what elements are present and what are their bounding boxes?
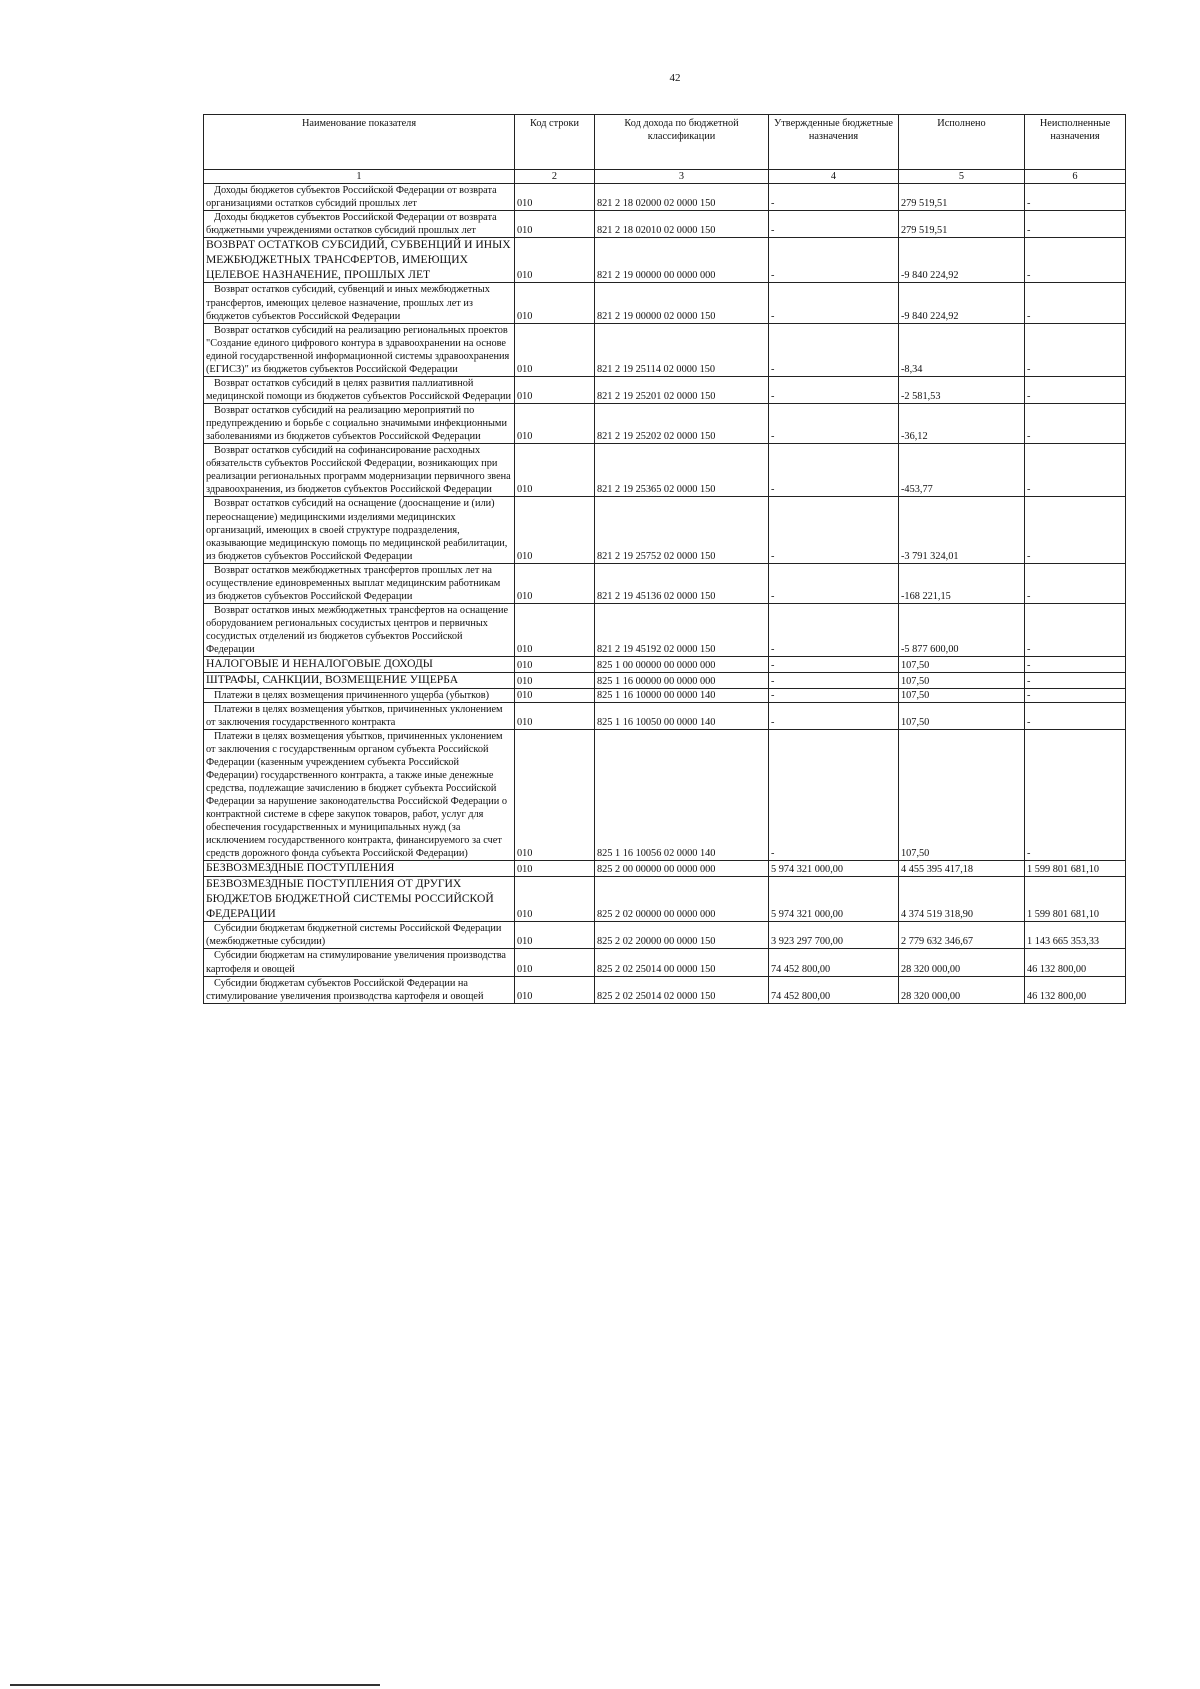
income-code-cell: 825 2 00 00000 00 0000 000 xyxy=(595,861,769,877)
indicator-name-cell: Доходы бюджетов субъектов Российской Федерации от возврата организациями остатков субсидий прошлых лет xyxy=(204,184,515,211)
table-row xyxy=(204,949,1126,976)
line-code-cell: 010 xyxy=(515,702,595,729)
income-code-cell: 825 2 02 20000 00 0000 150 xyxy=(595,922,769,949)
approved-cell: - xyxy=(769,323,899,376)
line-code-cell: 010 xyxy=(515,976,595,1003)
executed-cell: 107,50 xyxy=(899,702,1025,729)
income-code-cell: 821 2 19 00000 02 0000 150 xyxy=(595,283,769,323)
approved-cell: 5 974 321 000,00 xyxy=(769,861,899,877)
unexecuted-cell: - xyxy=(1025,672,1126,688)
table-row xyxy=(204,563,1126,603)
header-row xyxy=(204,115,1126,170)
indicator-name-cell: Платежи в целях возмещения убытков, причиненных уклонением от заключения государственного контракта xyxy=(204,702,515,729)
table-row xyxy=(204,922,1126,949)
column-number-row xyxy=(204,170,1126,184)
income-code-cell: 825 2 02 25014 02 0000 150 xyxy=(595,976,769,1003)
income-code-cell: 821 2 19 45192 02 0000 150 xyxy=(595,603,769,656)
executed-cell: -36,12 xyxy=(899,404,1025,444)
unexecuted-cell: - xyxy=(1025,376,1126,403)
column-number: 3 xyxy=(595,170,769,184)
line-code-cell: 010 xyxy=(515,688,595,702)
indicator-name-cell: ШТРАФЫ, САНКЦИИ, ВОЗМЕЩЕНИЕ УЩЕРБА xyxy=(204,672,515,688)
unexecuted-cell: - xyxy=(1025,238,1126,283)
line-code-cell: 010 xyxy=(515,444,595,497)
executed-cell: 4 455 395 417,18 xyxy=(899,861,1025,877)
income-code-cell: 825 1 16 10056 02 0000 140 xyxy=(595,729,769,861)
indicator-name-cell: ВОЗВРАТ ОСТАТКОВ СУБСИДИЙ, СУБВЕНЦИЙ И ИНЫХ МЕЖБЮДЖЕТНЫХ ТРАНСФЕРТОВ, ИМЕЮЩИХ ЦЕЛЕВОЕ НАЗНАЧЕНИЕ, ПРОШЛЫХ ЛЕТ xyxy=(204,238,515,283)
table-row xyxy=(204,729,1126,861)
income-code-cell: 821 2 19 00000 00 0000 000 xyxy=(595,238,769,283)
approved-cell: - xyxy=(769,729,899,861)
table-row xyxy=(204,672,1126,688)
unexecuted-cell: 1 143 665 353,33 xyxy=(1025,922,1126,949)
approved-cell: - xyxy=(769,702,899,729)
indicator-name-cell: Субсидии бюджетам на стимулирование увеличения производства картофеля и овощей xyxy=(204,949,515,976)
indicator-name-cell: Субсидии бюджетам бюджетной системы Российской Федерации (межбюджетные субсидии) xyxy=(204,922,515,949)
indicator-name-cell: Возврат остатков субсидий, субвенций и иных межбюджетных трансфертов, имеющих целевое назначение, прошлых лет из бюджетов субъектов Российской Федерации xyxy=(204,283,515,323)
table-row xyxy=(204,688,1126,702)
unexecuted-cell: - xyxy=(1025,688,1126,702)
table-row xyxy=(204,497,1126,563)
income-code-cell: 821 2 19 25365 02 0000 150 xyxy=(595,444,769,497)
executed-cell: 107,50 xyxy=(899,688,1025,702)
unexecuted-cell: 46 132 800,00 xyxy=(1025,976,1126,1003)
page-number: 42 xyxy=(669,72,681,84)
indicator-name-cell: Возврат остатков субсидий на оснащение (дооснащение и (или) переоснащение) медицинскими изделиями медицинских организаций, имеющих в своей структуре подразделения, оказывающие медицинскую помощь по медицинской реабилитации, из бюджетов субъектов Российской Федерации xyxy=(204,497,515,563)
table-row xyxy=(204,404,1126,444)
table-row xyxy=(204,702,1126,729)
unexecuted-cell: 46 132 800,00 xyxy=(1025,949,1126,976)
column-number: 2 xyxy=(515,170,595,184)
income-code-cell: 825 1 00 00000 00 0000 000 xyxy=(595,657,769,673)
line-code-cell: 010 xyxy=(515,184,595,211)
income-code-cell: 825 2 02 00000 00 0000 000 xyxy=(595,877,769,922)
approved-cell: - xyxy=(769,444,899,497)
table-row xyxy=(204,211,1126,238)
unexecuted-cell: 1 599 801 681,10 xyxy=(1025,861,1126,877)
unexecuted-cell: - xyxy=(1025,283,1126,323)
income-code-cell: 821 2 19 25201 02 0000 150 xyxy=(595,376,769,403)
executed-cell: 4 374 519 318,90 xyxy=(899,877,1025,922)
line-code-cell: 010 xyxy=(515,497,595,563)
executed-cell: -2 581,53 xyxy=(899,376,1025,403)
approved-cell: - xyxy=(769,184,899,211)
table-row xyxy=(204,861,1126,877)
line-code-cell: 010 xyxy=(515,563,595,603)
header-indicator-name: Наименование показателя xyxy=(204,115,515,170)
income-code-cell: 821 2 19 25752 02 0000 150 xyxy=(595,497,769,563)
approved-cell: - xyxy=(769,238,899,283)
executed-cell: 107,50 xyxy=(899,657,1025,673)
unexecuted-cell: - xyxy=(1025,404,1126,444)
executed-cell: 28 320 000,00 xyxy=(899,976,1025,1003)
unexecuted-cell: 1 599 801 681,10 xyxy=(1025,877,1126,922)
header-executed: Исполнено xyxy=(899,115,1025,170)
indicator-name-cell: Возврат остатков субсидий на реализацию мероприятий по предупреждению и борьбе с социально значимыми инфекционными заболеваниями из бюджетов субъектов Российской Федерации xyxy=(204,404,515,444)
table-row xyxy=(204,323,1126,376)
income-code-cell: 821 2 19 45136 02 0000 150 xyxy=(595,563,769,603)
table-row xyxy=(204,184,1126,211)
indicator-name-cell: Возврат остатков субсидий на реализацию региональных проектов "Создание единого цифрового контура в здравоохранении на основе единой государственной информационной системы здравоохранения (ЕГИСЗ)" из бюджетов субъектов Российской Федерации xyxy=(204,323,515,376)
table-row xyxy=(204,238,1126,283)
indicator-name-cell: Возврат остатков межбюджетных трансфертов прошлых лет на осуществление единовременных выплат медицинским работникам из бюджетов субъектов Российской Федерации xyxy=(204,563,515,603)
approved-cell: - xyxy=(769,404,899,444)
executed-cell: -3 791 324,01 xyxy=(899,497,1025,563)
approved-cell: - xyxy=(769,283,899,323)
indicator-name-cell: Доходы бюджетов субъектов Российской Федерации от возврата бюджетными учреждениями остатков субсидий прошлых лет xyxy=(204,211,515,238)
line-code-cell: 010 xyxy=(515,729,595,861)
income-code-cell: 825 1 16 10050 00 0000 140 xyxy=(595,702,769,729)
indicator-name-cell: Платежи в целях возмещения убытков, причиненных уклонением от заключения с государственным органом субъекта Российской Федерации (казенным учреждением субъекта Российской Федерации) государственного контракта, а также иные денежные средства, подлежащие зачислению в бюджет субъекта Российской Федерации за нарушение законодательства Российской Федерации о контрактной системе в сфере закупок товаров, работ, услуг для обеспечения государственных и муниципальных нужд (за исключением государственного контракта, финансируемого за счет средств дорожного фонда субъекта Российской Федерации) xyxy=(204,729,515,861)
executed-cell: 279 519,51 xyxy=(899,184,1025,211)
line-code-cell: 010 xyxy=(515,376,595,403)
unexecuted-cell: - xyxy=(1025,729,1126,861)
indicator-name-cell: Возврат остатков иных межбюджетных трансфертов на оснащение оборудованием региональных сосудистых центров и первичных сосудистых отделений из бюджетов субъектов Российской Федерации xyxy=(204,603,515,656)
approved-cell: 74 452 800,00 xyxy=(769,976,899,1003)
approved-cell: - xyxy=(769,657,899,673)
executed-cell: -9 840 224,92 xyxy=(899,283,1025,323)
table-row xyxy=(204,444,1126,497)
table-row xyxy=(204,877,1126,922)
header-income-code: Код дохода по бюджетной классификации xyxy=(595,115,769,170)
unexecuted-cell: - xyxy=(1025,323,1126,376)
income-code-cell: 821 2 19 25202 02 0000 150 xyxy=(595,404,769,444)
line-code-cell: 010 xyxy=(515,323,595,376)
line-code-cell: 010 xyxy=(515,404,595,444)
table-row xyxy=(204,376,1126,403)
table-body xyxy=(204,184,1126,1004)
executed-cell: 28 320 000,00 xyxy=(899,949,1025,976)
income-code-cell: 825 1 16 00000 00 0000 000 xyxy=(595,672,769,688)
line-code-cell: 010 xyxy=(515,672,595,688)
approved-cell: - xyxy=(769,563,899,603)
approved-cell: - xyxy=(769,497,899,563)
line-code-cell: 010 xyxy=(515,877,595,922)
executed-cell: -453,77 xyxy=(899,444,1025,497)
unexecuted-cell: - xyxy=(1025,211,1126,238)
budget-report-table xyxy=(203,114,1126,1004)
approved-cell: 5 974 321 000,00 xyxy=(769,877,899,922)
indicator-name-cell: Субсидии бюджетам субъектов Российской Федерации на стимулирование увеличения производства картофеля и овощей xyxy=(204,976,515,1003)
approved-cell: - xyxy=(769,688,899,702)
scan-edge-line xyxy=(10,1684,380,1686)
line-code-cell: 010 xyxy=(515,861,595,877)
indicator-name-cell: Возврат остатков субсидий в целях развития паллиативной медицинской помощи из бюджетов субъектов Российской Федерации xyxy=(204,376,515,403)
income-code-cell: 825 1 16 10000 00 0000 140 xyxy=(595,688,769,702)
column-number: 5 xyxy=(899,170,1025,184)
income-code-cell: 821 2 18 02000 02 0000 150 xyxy=(595,184,769,211)
executed-cell: -168 221,15 xyxy=(899,563,1025,603)
approved-cell: - xyxy=(769,672,899,688)
approved-cell: - xyxy=(769,603,899,656)
approved-cell: - xyxy=(769,211,899,238)
income-code-cell: 825 2 02 25014 00 0000 150 xyxy=(595,949,769,976)
line-code-cell: 010 xyxy=(515,211,595,238)
column-number: 6 xyxy=(1025,170,1126,184)
unexecuted-cell: - xyxy=(1025,497,1126,563)
line-code-cell: 010 xyxy=(515,283,595,323)
table-row xyxy=(204,976,1126,1003)
indicator-name-cell: БЕЗВОЗМЕЗДНЫЕ ПОСТУПЛЕНИЯ xyxy=(204,861,515,877)
unexecuted-cell: - xyxy=(1025,184,1126,211)
header-approved: Утвержденные бюджетные назначения xyxy=(769,115,899,170)
unexecuted-cell: - xyxy=(1025,444,1126,497)
line-code-cell: 010 xyxy=(515,657,595,673)
indicator-name-cell: БЕЗВОЗМЕЗДНЫЕ ПОСТУПЛЕНИЯ ОТ ДРУГИХ БЮДЖЕТОВ БЮДЖЕТНОЙ СИСТЕМЫ РОССИЙСКОЙ ФЕДЕРАЦИИ xyxy=(204,877,515,922)
table-row xyxy=(204,283,1126,323)
column-number: 4 xyxy=(769,170,899,184)
indicator-name-cell: Платежи в целях возмещения причиненного ущерба (убытков) xyxy=(204,688,515,702)
unexecuted-cell: - xyxy=(1025,702,1126,729)
executed-cell: 2 779 632 346,67 xyxy=(899,922,1025,949)
indicator-name-cell: Возврат остатков субсидий на софинансирование расходных обязательств субъектов Российской Федерации, возникающих при реализации региональных программ модернизации первичного звена здравоохранения, из бюджетов субъектов Российской Федерации xyxy=(204,444,515,497)
line-code-cell: 010 xyxy=(515,922,595,949)
income-code-cell: 821 2 18 02010 02 0000 150 xyxy=(595,211,769,238)
approved-cell: 3 923 297 700,00 xyxy=(769,922,899,949)
executed-cell: -5 877 600,00 xyxy=(899,603,1025,656)
line-code-cell: 010 xyxy=(515,603,595,656)
column-number: 1 xyxy=(204,170,515,184)
table-row xyxy=(204,603,1126,656)
approved-cell: - xyxy=(769,376,899,403)
unexecuted-cell: - xyxy=(1025,563,1126,603)
indicator-name-cell: НАЛОГОВЫЕ И НЕНАЛОГОВЫЕ ДОХОДЫ xyxy=(204,657,515,673)
unexecuted-cell: - xyxy=(1025,603,1126,656)
executed-cell: 279 519,51 xyxy=(899,211,1025,238)
executed-cell: 107,50 xyxy=(899,672,1025,688)
header-line-code: Код строки xyxy=(515,115,595,170)
unexecuted-cell: - xyxy=(1025,657,1126,673)
line-code-cell: 010 xyxy=(515,949,595,976)
income-code-cell: 821 2 19 25114 02 0000 150 xyxy=(595,323,769,376)
header-unexecuted: Неисполненные назначения xyxy=(1025,115,1126,170)
executed-cell: -9 840 224,92 xyxy=(899,238,1025,283)
approved-cell: 74 452 800,00 xyxy=(769,949,899,976)
line-code-cell: 010 xyxy=(515,238,595,283)
executed-cell: 107,50 xyxy=(899,729,1025,861)
executed-cell: -8,34 xyxy=(899,323,1025,376)
table-row xyxy=(204,657,1126,673)
